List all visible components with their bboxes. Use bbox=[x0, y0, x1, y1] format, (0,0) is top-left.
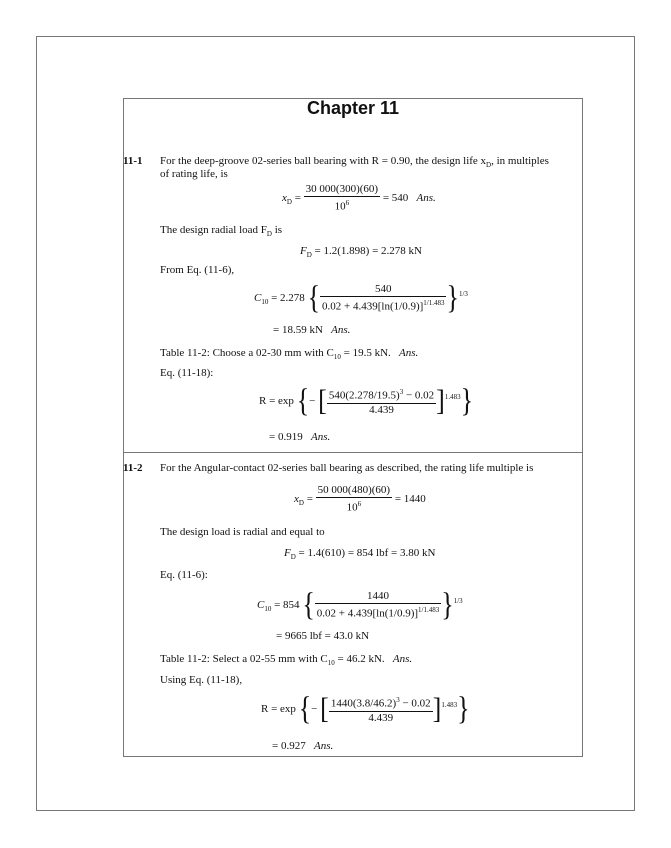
chapter-title: Chapter 11 bbox=[306, 98, 400, 118]
p1-eq-fd: $F_D = 1.2(1.898) = 2.278$ kN bbox=[300, 245, 422, 260]
p1-eq-c10: $C_{10} = 2.278$ { $\frac{540}{0.02 + 4.439[\ln(1/0.9)]^{1/1.483}}$ }$^{1/3}$ bbox=[254, 279, 468, 316]
p1-r-result: = 0.919 Ans. bbox=[269, 431, 331, 443]
p1-intro-line2: of rating life, is bbox=[160, 168, 228, 180]
p1-from-eq: From Eq. (11-6), bbox=[160, 264, 235, 276]
p2-from-eq: Eq. (11-6): bbox=[160, 569, 208, 581]
problem-number-11-1: 11-1 bbox=[123, 155, 143, 167]
p2-table-text: Table 11-2: Select a 02-55 mm with $C_{10} = 46.2$ kN. Ans. bbox=[160, 653, 413, 668]
p2-eq-r: R = exp {− [ $\frac{1440(3.8/46.2)^3 - 0.02}{4.439}$ ]$^{1.483}$} bbox=[261, 690, 470, 727]
p1-table-text: Table 11-2: Choose a 02-30 mm with $C_{10} = 19.5$ kN. Ans. bbox=[160, 347, 419, 362]
p2-r-result: = 0.927 Ans. bbox=[272, 740, 334, 752]
problem-divider bbox=[123, 452, 583, 453]
p2-intro-line1: For the Angular-contact 02-series ball bearing as described, the rating life multiple is bbox=[160, 462, 534, 474]
p2-load-text: The design load is radial and equal to bbox=[160, 526, 325, 538]
p1-eq-ref: Eq. (11-18): bbox=[160, 367, 214, 379]
p2-eq-fd: $F_D = 1.4(610) = 854$ lbf = 3.80 kN bbox=[284, 547, 436, 562]
p1-load-text: The design radial load $F_D$ is bbox=[160, 224, 283, 239]
p1-eq-r: R = exp {− [ $\frac{540(2.278/19.5)^3 - 0.02}{4.439}$ ]$^{1.483}$} bbox=[259, 382, 474, 419]
p1-eq-xd: $x_D$ = $\frac{30 000(300)(60)}{10^6}$ = 540 Ans. bbox=[282, 183, 436, 213]
p2-c10-result: = 9665 lbf = 43.0 kN bbox=[276, 630, 370, 642]
p1-c10-result: = 18.59 kN Ans. bbox=[273, 324, 351, 336]
p1-intro-line1: For the deep-groove 02-series ball bearing with R = 0.90, the design life $x_D$, in multiples bbox=[160, 155, 549, 170]
p2-eq-xd: $x_D$ = $\frac{50 000(480)(60)}{10^6}$ = 1440 bbox=[294, 484, 426, 514]
p2-eq-ref: Using Eq. (11-18), bbox=[160, 674, 243, 686]
problem-number-11-2: 11-2 bbox=[123, 462, 143, 474]
p2-eq-c10: $C_{10} = 854$ { $\frac{1440}{0.02 + 4.439[\ln(1/0.9)]^{1/1.483}}$ }$^{1/3}$ bbox=[257, 586, 463, 623]
